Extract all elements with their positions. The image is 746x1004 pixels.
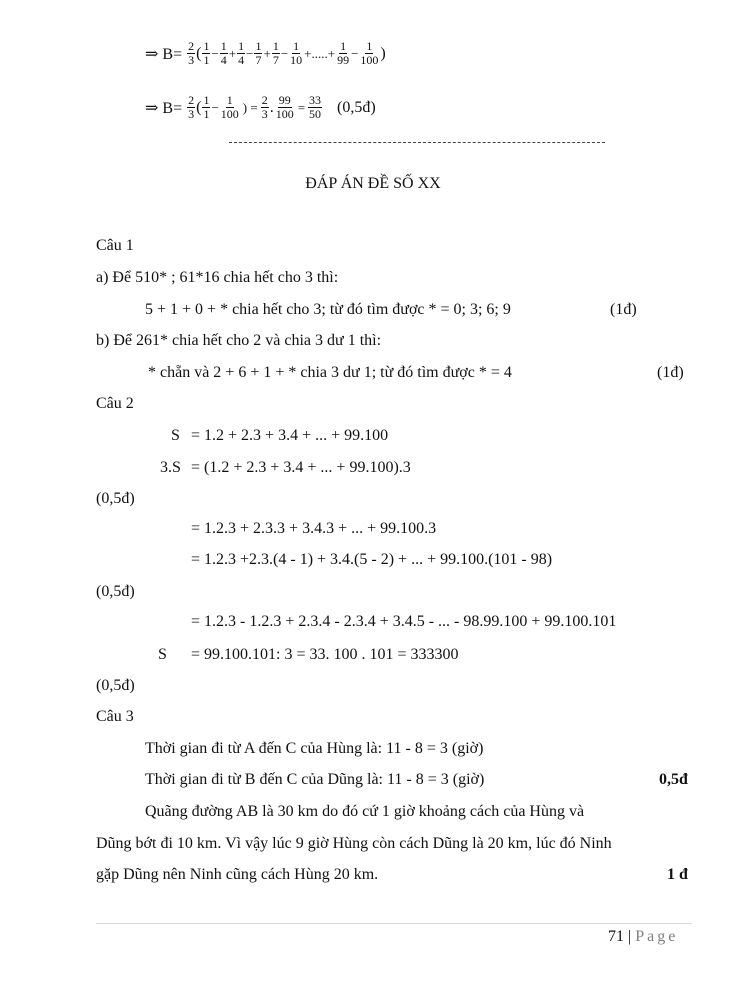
page-word: Page xyxy=(635,928,679,945)
page-number: 71 xyxy=(608,928,624,945)
fraction: $\frac{1}{7}$ xyxy=(272,39,279,67)
score: (0,5đ) xyxy=(96,677,135,694)
question-3-title: Câu 3 xyxy=(96,708,134,725)
fraction: $\frac{1}{10}$ xyxy=(290,39,303,67)
score: (0,5đ) xyxy=(337,98,376,116)
score: 1 đ xyxy=(667,866,688,883)
q2-line-5: = 1.2.3 - 1.2.3 + 2.3.4 - 2.3.4 + 3.4.5 - ... - 98.99.100 + 99.100.101 xyxy=(191,613,617,630)
formula-lhs: ⇒ B= xyxy=(145,45,183,63)
fraction: $\frac{2}{3}$ xyxy=(261,93,268,121)
q3-line-2: Thời gian đi từ B đến C của Dũng là: 11 - 8 = 3 (giờ) xyxy=(145,771,485,788)
score: (0,5đ) xyxy=(96,583,135,600)
question-2-title: Câu 2 xyxy=(96,395,134,412)
fraction: $\frac{1}{100}$ xyxy=(360,39,379,67)
s-lhs: S xyxy=(171,427,180,444)
s3-lhs: 3.S xyxy=(160,459,181,476)
page-footer xyxy=(608,927,678,947)
fraction: $\frac{33}{50}$ xyxy=(309,93,322,121)
s-rhs: = 1.2 + 2.3 + 3.4 + ... + 99.100 xyxy=(191,427,389,444)
fraction: $\frac{1}{4}$ xyxy=(220,39,227,67)
final-lhs: S xyxy=(158,646,167,663)
formula-lhs: ⇒ B= xyxy=(145,99,183,117)
final-rhs: = 99.100.101: 3 = 33. 100 . 101 = 333300 xyxy=(191,646,459,663)
score: (0,5đ) xyxy=(96,490,135,507)
fraction: $\frac{1}{7}$ xyxy=(255,39,262,67)
q3-line-1: Thời gian đi từ A đến C của Hùng là: 11 - 8 = 3 (giờ) xyxy=(145,740,484,757)
fraction: $\frac{2}{3}$ xyxy=(188,93,195,121)
q3-paragraph-line-3: gặp Dũng nên Ninh cũng cách Hùng 20 km. xyxy=(96,866,379,883)
score: 0,5đ xyxy=(659,771,688,788)
formula-b-expansion: ⇒ B= $\frac{2}{3}$ ( $\frac{1}{1}$ − $\frac{1}{4}$ + $\frac{1}{4}$ − $\frac{1}{7}$ + $\frac{1}{7}$ − $\frac{1}{10}$ +.....+ $\frac{1}{99}$ − $\frac{1}{100}$ ) xyxy=(145,39,386,67)
fraction: $\frac{99}{100}$ xyxy=(275,93,294,121)
footer-rule xyxy=(96,923,692,924)
fraction: $\frac{1}{4}$ xyxy=(238,39,245,67)
s3-rhs: = (1.2 + 2.3 + 3.4 + ... + 99.100).3 xyxy=(191,459,411,476)
formula-b-result: ⇒ B= $\frac{2}{3}$ ( $\frac{1}{1}$ − $\frac{1}{100}$ ) = $\frac{2}{3}$ . $\frac{99}{100}$ = $\frac{33}{50}$ (0,5đ) xyxy=(145,93,376,121)
fraction: $\frac{1}{1}$ xyxy=(203,39,210,67)
q2-line-4: = 1.2.3 +2.3.(4 - 1) + 3.4.(5 - 2) + ... + 99.100.(101 - 98) xyxy=(191,551,553,568)
fraction: $\frac{1}{100}$ xyxy=(220,93,239,121)
question-1-title: Câu 1 xyxy=(96,237,134,254)
q1-part-b: b) Để 261* chia hết cho 2 và chia 3 dư 1 thì: xyxy=(96,332,382,349)
q3-paragraph-line-1: Quãng đường AB là 30 km do đó cứ 1 giờ khoảng cách của Hùng và xyxy=(145,803,585,820)
fraction: $\frac{1}{1}$ xyxy=(203,93,210,121)
q1-part-a: a) Để 510* ; 61*16 chia hết cho 3 thì: xyxy=(96,269,339,286)
score: (1đ) xyxy=(657,364,684,381)
q1-part-b-work: * chẵn và 2 + 6 + 1 + * chia 3 dư 1; từ đó tìm được * = 4 xyxy=(148,364,512,381)
q1-part-a-work: 5 + 1 + 0 + * chia hết cho 3; từ đó tìm được * = 0; 3; 6; 9 xyxy=(145,301,511,318)
section-divider xyxy=(229,142,605,143)
score: (1đ) xyxy=(610,301,637,318)
q2-line-3: = 1.2.3 + 2.3.3 + 3.4.3 + ... + 99.100.3 xyxy=(191,520,437,537)
page-separator: | xyxy=(628,928,632,945)
fraction: $\frac{2}{3}$ xyxy=(188,39,195,67)
answer-heading: ĐÁP ÁN ĐỀ SỐ XX xyxy=(305,175,441,192)
q3-paragraph-line-2: Dũng bớt đi 10 km. Vì vậy lúc 9 giờ Hùng còn cách Dũng là 20 km, lúc đó Ninh xyxy=(96,835,612,852)
fraction: $\frac{1}{99}$ xyxy=(337,39,350,67)
